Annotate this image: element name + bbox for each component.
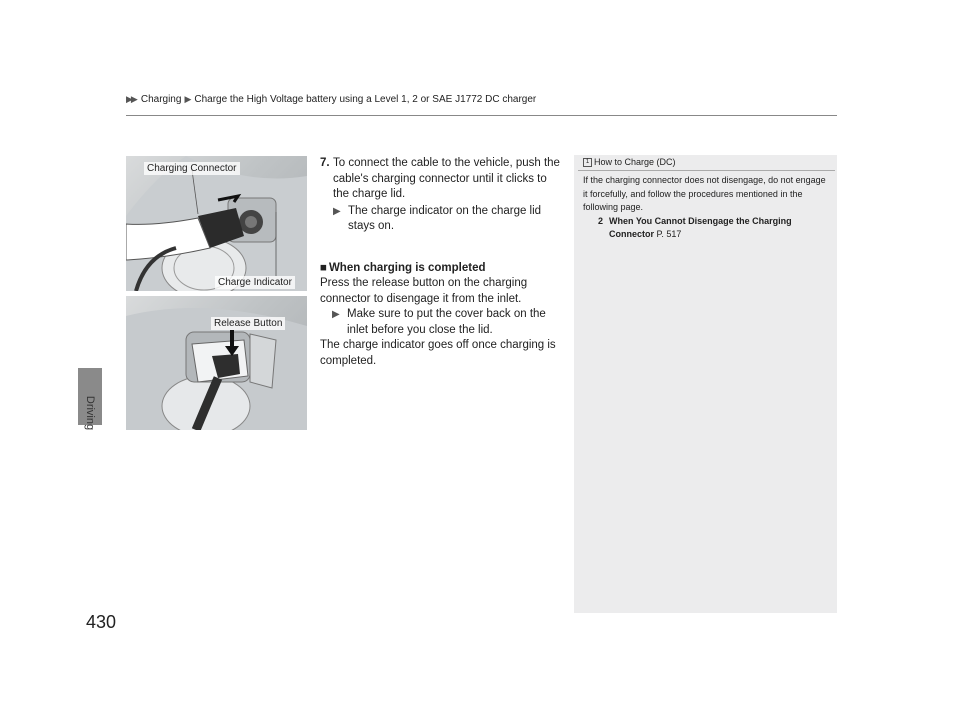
callout-charging-connector: Charging Connector xyxy=(144,162,240,175)
cross-reference-link[interactable] xyxy=(598,215,831,242)
result-arrow-icon: ▶ xyxy=(332,309,340,320)
breadcrumb-arrow-icon: ▶ xyxy=(184,94,190,104)
note-title: 1 How to Charge (DC) xyxy=(583,157,676,167)
breadcrumb-arrow-icon: ▶▶ xyxy=(126,94,136,104)
result-text: Make sure to put the cover back on the inlet before you close the lid. xyxy=(347,308,546,336)
result-text: The charge indicator on the charge lid stays on. xyxy=(348,204,542,232)
charging-connector-photo xyxy=(126,156,307,291)
section-result xyxy=(332,307,560,338)
chapter-label: Driving xyxy=(84,395,96,431)
note-text: If the charging connector does not disengage, do not engage it forcefully, and follow the procedures mentioned in the following page. xyxy=(583,175,826,212)
step-7-result xyxy=(333,204,560,235)
reference-page: P. 517 xyxy=(656,229,682,239)
step-text: To connect the cable to the vehicle, push the cable's charging connector until it clicks to the charge lid. xyxy=(333,157,560,200)
header-divider xyxy=(126,115,837,116)
reference-icon: 2 xyxy=(598,215,604,226)
section-after-text: The charge indicator goes off once charging is completed. xyxy=(320,339,556,367)
callout-release-button: Release Button xyxy=(211,317,285,330)
section-text: Press the release button on the charging connector to disengage it from the inlet. xyxy=(320,277,528,305)
step-number: 7. xyxy=(320,157,330,169)
result-arrow-icon: ▶ xyxy=(333,205,341,217)
release-button-photo xyxy=(126,296,307,430)
note-divider xyxy=(578,170,835,171)
note-number-icon: 1 xyxy=(583,158,592,167)
page-number: 430 xyxy=(86,612,117,632)
breadcrumb-item-charging[interactable]: Charging xyxy=(140,94,182,105)
reference-title: When You Cannot Disengage the Charging Connector xyxy=(609,215,792,239)
section-bullet-icon: ■ xyxy=(320,261,327,274)
note-body xyxy=(583,174,831,242)
breadcrumb xyxy=(126,94,536,105)
main-content xyxy=(320,156,560,369)
breadcrumb-item-current: Charge the High Voltage battery using a Level 1, 2 or SAE J1772 DC charger xyxy=(194,94,537,105)
callout-charge-indicator: Charge Indicator xyxy=(215,276,295,289)
connector-illustration xyxy=(126,156,307,291)
step-7 xyxy=(320,156,560,203)
section-heading: ■ When charging is completed xyxy=(320,261,560,277)
